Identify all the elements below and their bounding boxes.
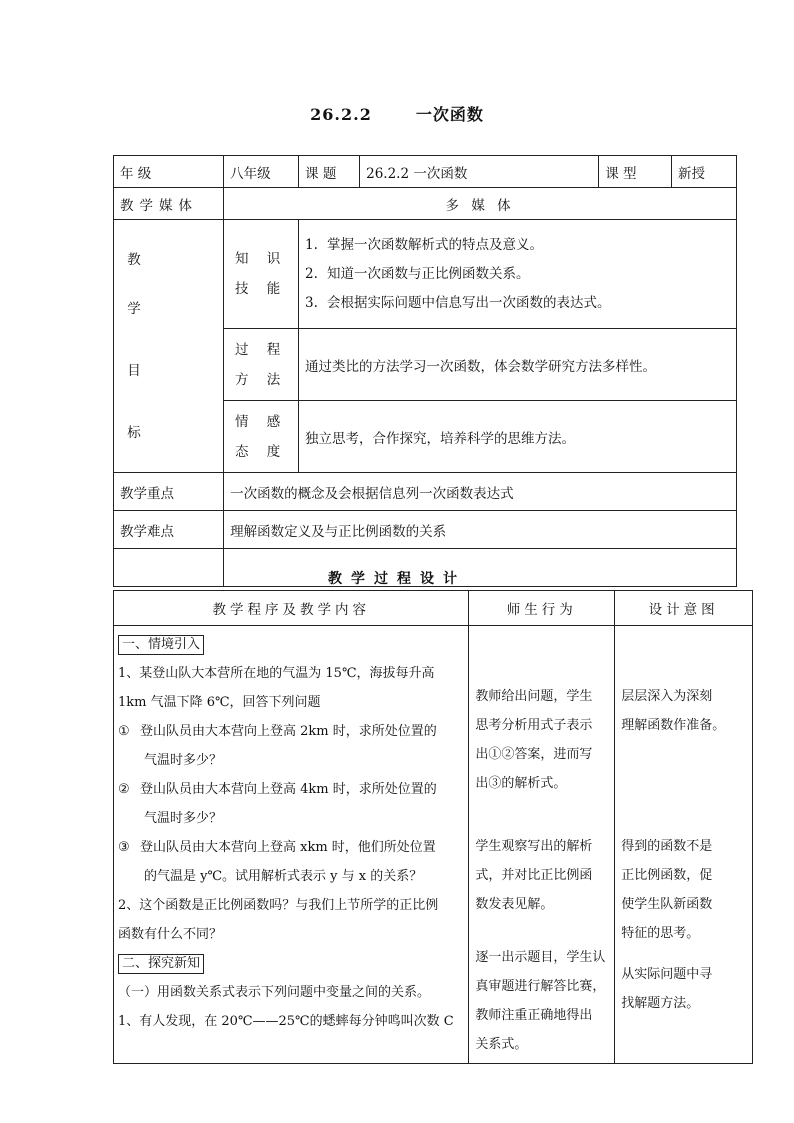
- media-label: 教学媒体: [114, 188, 224, 220]
- header-action: 师生行为: [469, 591, 615, 626]
- grade-label: 年 级: [114, 156, 224, 188]
- document-title: [0, 102, 794, 125]
- knowledge-item: 3. 会根据实际问题中信息写出一次函数的表达式。: [305, 294, 611, 311]
- knowledge-item: 1. 掌握一次函数解析式的特点及意义。: [305, 236, 544, 253]
- intent-cell: 层层深入为深刻 理解函数作准备。 得到的函数不是 正比例函数，促 使学生队新函数 特征的思考。 从实际问题中寻 找解题方法。: [615, 626, 753, 1064]
- topic-label: 课 题: [299, 156, 360, 188]
- header-content: 教学程序及教学内容: [114, 591, 469, 626]
- knowledge-list: [299, 220, 737, 329]
- action-cell: 教师给出问题，学生 思考分析用式子表示 出①②答案，进而写 出③的解析式。 学生观察写出的解析 式，并对比正比例函 数发表见解。 逐一出示题目，学生认 真审题进行解答比赛， 教师注重正确地得出 关系式。: [469, 626, 615, 1064]
- process-design-title: 教学过程设计: [328, 571, 466, 587]
- content-row: [114, 626, 753, 1064]
- header-intent: 设计意图: [615, 591, 753, 626]
- media-value: 多 媒 体: [224, 188, 737, 220]
- type-value: 新授: [672, 156, 737, 188]
- emotion-text: 独立思考，合作探究，培养科学的思维方法。: [299, 401, 737, 473]
- difficulty-text: 理解函数定义及与正比例函数的关系: [224, 511, 737, 549]
- knowledge-item: 2. 知道一次函数与正比例函数关系。: [305, 265, 530, 282]
- type-label: 课 型: [599, 156, 672, 188]
- process-text: 通过类比的方法学习一次函数，体会数学研究方法多样性。: [299, 329, 737, 401]
- difficulty-label: 教学难点: [114, 511, 224, 549]
- process-label: 过 程 方 法: [224, 329, 299, 401]
- key-point-row: [114, 473, 737, 511]
- grade-value: 八年级: [224, 156, 299, 188]
- difficulty-row: [114, 511, 737, 549]
- title-number: 26.2.2: [310, 105, 372, 124]
- section-heading: 二、探究新知: [118, 954, 204, 974]
- topic-value: 26.2.2 一次函数: [360, 156, 599, 188]
- process-design-table: [113, 590, 753, 1064]
- grade-row: [114, 156, 737, 188]
- section-heading: 一、情境引入: [118, 635, 204, 655]
- emotion-label: 情 感 态 度: [224, 401, 299, 473]
- title-name: 一次函数: [415, 105, 484, 124]
- content-cell: 一、情境引入 1、某登山队大本营所在地的气温为 15℃，海拔每升高 1km 气温下降 6℃，回答下列问题 ① 登山队员由大本营向上登高 2km 时，求所处位置的 气温时多少？ ② 登山队员由大本营向上登高 4km 时，求所处位置的 气温时多少？ ③ 登山队员由大本营向上登高 xkm 时，他们所处位置 的气温是 y℃。试用解析式表示 y 与 x 的关系？ 2、这个函数是正比例函数吗？与我们上节所学的正比例 函数有什么不同？ 二、探究新知 （一）用函数关系式表示下列问题中变量之间的关系。 1、有人发现，在 20℃——25℃的蟋蟀每分钟鸣叫次数 C: [114, 626, 469, 1064]
- goal-label: 教 学 目 标: [114, 220, 224, 473]
- media-row: [114, 188, 737, 220]
- knowledge-label: 知 识 技 能: [224, 220, 299, 329]
- key-point-label: 教学重点: [114, 473, 224, 511]
- key-point-text: 一次函数的概念及会根据信息列一次函数表达式: [224, 473, 737, 511]
- lesson-info-table: [113, 155, 737, 587]
- knowledge-row: [114, 220, 737, 329]
- header-row: [114, 591, 753, 626]
